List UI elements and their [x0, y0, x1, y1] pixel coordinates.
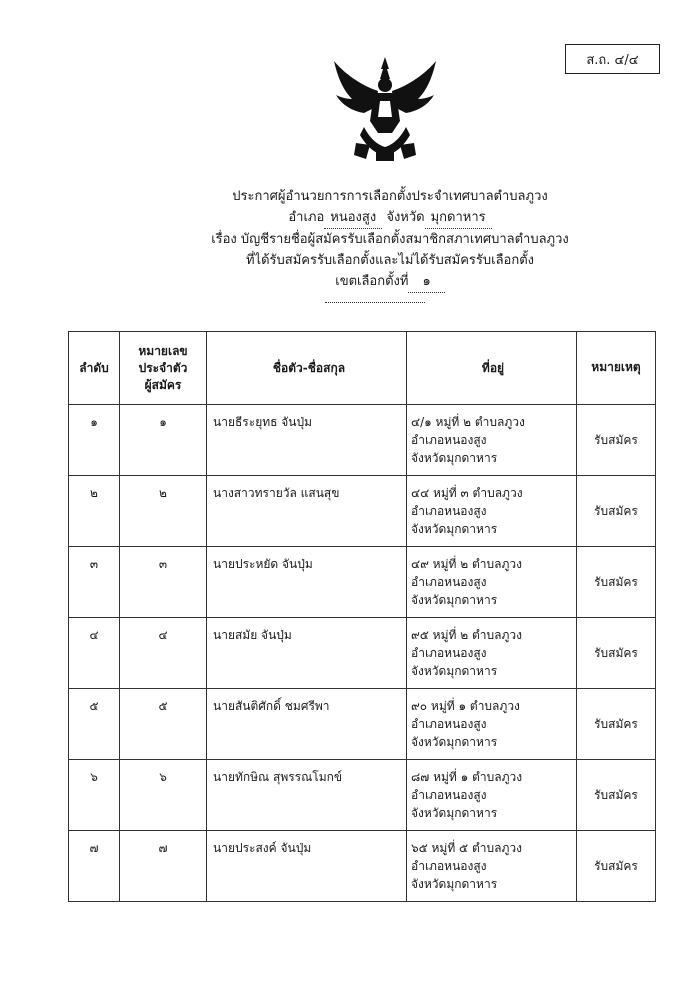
province-label: จังหวัด [386, 210, 425, 225]
header-address: ที่อยู่ [407, 332, 577, 405]
candidate-table [68, 331, 656, 902]
address-line-2: อำเภอหนองสูง [411, 504, 487, 518]
table-row [69, 689, 656, 760]
cell-seq: ๒ [69, 476, 120, 547]
announcement-header [150, 186, 630, 293]
address-line-1: ๔/๑ หมู่ที่ ๒ ตำบลภูวง [411, 415, 525, 429]
cell-address [407, 547, 577, 618]
cell-number: ๗ [120, 831, 207, 902]
table-row [69, 547, 656, 618]
cell-seq: ๑ [69, 405, 120, 476]
address-line-1: ๙๐ หมู่ที่ ๑ ตำบลภูวง [411, 699, 520, 713]
announcement-title: ประกาศผู้อำนวยการการเลือกตั้งประจำเทศบาลตำบลภูวง [232, 189, 548, 204]
address-line-2: อำเภอหนองสูง [411, 646, 487, 660]
address-line-3: จังหวัดมุกดาหาร [411, 451, 498, 465]
cell-name: นายประสงค์ จันปุ่ม [207, 831, 407, 902]
address-line-2: อำเภอหนองสูง [411, 717, 487, 731]
district-value: หนองสูง [330, 210, 377, 225]
cell-address [407, 831, 577, 902]
cell-note: รับสมัคร [577, 689, 656, 760]
table-row [69, 476, 656, 547]
cell-seq: ๖ [69, 760, 120, 831]
header-number-l2: ประจำตัว [138, 360, 188, 375]
address-line-3: จังหวัดมุกดาหาร [411, 735, 498, 749]
cell-note: รับสมัคร [577, 618, 656, 689]
table-row [69, 405, 656, 476]
cell-name: นายสันติศักดิ์ ชมศรีพา [207, 689, 407, 760]
cell-seq: ๔ [69, 618, 120, 689]
zone-value: ๑ [422, 274, 431, 289]
cell-name: นายสมัย จันปุ่ม [207, 618, 407, 689]
table-row [69, 831, 656, 902]
address-line-1: ๔๙ หมู่ที่ ๒ ตำบลภูวง [411, 557, 522, 571]
cell-number: ๓ [120, 547, 207, 618]
address-line-3: จังหวัดมุกดาหาร [411, 664, 498, 678]
zone-line [150, 271, 630, 293]
cell-address [407, 689, 577, 760]
location-line [150, 207, 630, 229]
address-line-1: ๔๔ หมู่ที่ ๓ ตำบลภูวง [411, 486, 523, 500]
header-note: หมายเหตุ [577, 332, 656, 405]
cell-name: นายประหยัด จันปุ่ม [207, 547, 407, 618]
cell-address [407, 476, 577, 547]
zone-label: เขตเลือกตั้งที่ [335, 274, 409, 289]
address-line-2: อำเภอหนองสูง [411, 575, 487, 589]
table-row [69, 760, 656, 831]
header-number-l1: หมายเลข [138, 343, 188, 358]
cell-note: รับสมัคร [577, 831, 656, 902]
header-number-l3: ผู้สมัคร [144, 377, 182, 392]
district-label: อำเภอ [288, 210, 325, 225]
cell-number: ๔ [120, 618, 207, 689]
cell-number: ๖ [120, 760, 207, 831]
cell-address [407, 405, 577, 476]
address-line-1: ๖๕ หมู่ที่ ๕ ตำบลภูวง [411, 841, 522, 855]
subject-line: เรื่อง บัญชีรายชื่อผู้สมัครรับเลือกตั้งสมาชิกสภาเทศบาลตำบลภูวง [211, 232, 569, 247]
cell-name: นางสาวทรายวัล แสนสุข [207, 476, 407, 547]
address-line-1: ๘๗ หมู่ที่ ๑ ตำบลภูวง [411, 770, 523, 784]
header-name: ชื่อตัว-ชื่อสกุล [207, 332, 407, 405]
province-value: มุกดาหาร [430, 210, 486, 225]
address-line-1: ๙๕ หมู่ที่ ๒ ตำบลภูวง [411, 628, 522, 642]
cell-note: รับสมัคร [577, 547, 656, 618]
dotted-separator [325, 302, 425, 303]
cell-seq: ๗ [69, 831, 120, 902]
form-code-box [565, 44, 660, 74]
cell-address [407, 618, 577, 689]
address-line-2: อำเภอหนองสูง [411, 433, 487, 447]
cell-note: รับสมัคร [577, 476, 656, 547]
cell-note: รับสมัคร [577, 760, 656, 831]
cell-number: ๕ [120, 689, 207, 760]
cell-name: นายธีระยุทธ จันปุ่ม [207, 405, 407, 476]
garuda-emblem [330, 55, 440, 163]
cell-number: ๑ [120, 405, 207, 476]
cell-seq: ๓ [69, 547, 120, 618]
table-header-row [69, 332, 656, 405]
header-seq: ลำดับ [69, 332, 120, 405]
cell-name: นายทักษิณ สุพรรณโมกข์ [207, 760, 407, 831]
address-line-2: อำเภอหนองสูง [411, 788, 487, 802]
header-number [120, 332, 207, 405]
table-row [69, 618, 656, 689]
address-line-3: จังหวัดมุกดาหาร [411, 593, 498, 607]
cell-note: รับสมัคร [577, 405, 656, 476]
form-code: ส.ถ. ๔/๔ [586, 52, 639, 68]
subject-line-2: ที่ได้รับสมัครรับเลือกตั้งและไม่ได้รับสมัครรับเลือกตั้ง [245, 253, 535, 268]
cell-seq: ๕ [69, 689, 120, 760]
address-line-3: จังหวัดมุกดาหาร [411, 806, 498, 820]
cell-number: ๒ [120, 476, 207, 547]
address-line-3: จังหวัดมุกดาหาร [411, 877, 498, 891]
address-line-3: จังหวัดมุกดาหาร [411, 522, 498, 536]
cell-address [407, 760, 577, 831]
address-line-2: อำเภอหนองสูง [411, 859, 487, 873]
